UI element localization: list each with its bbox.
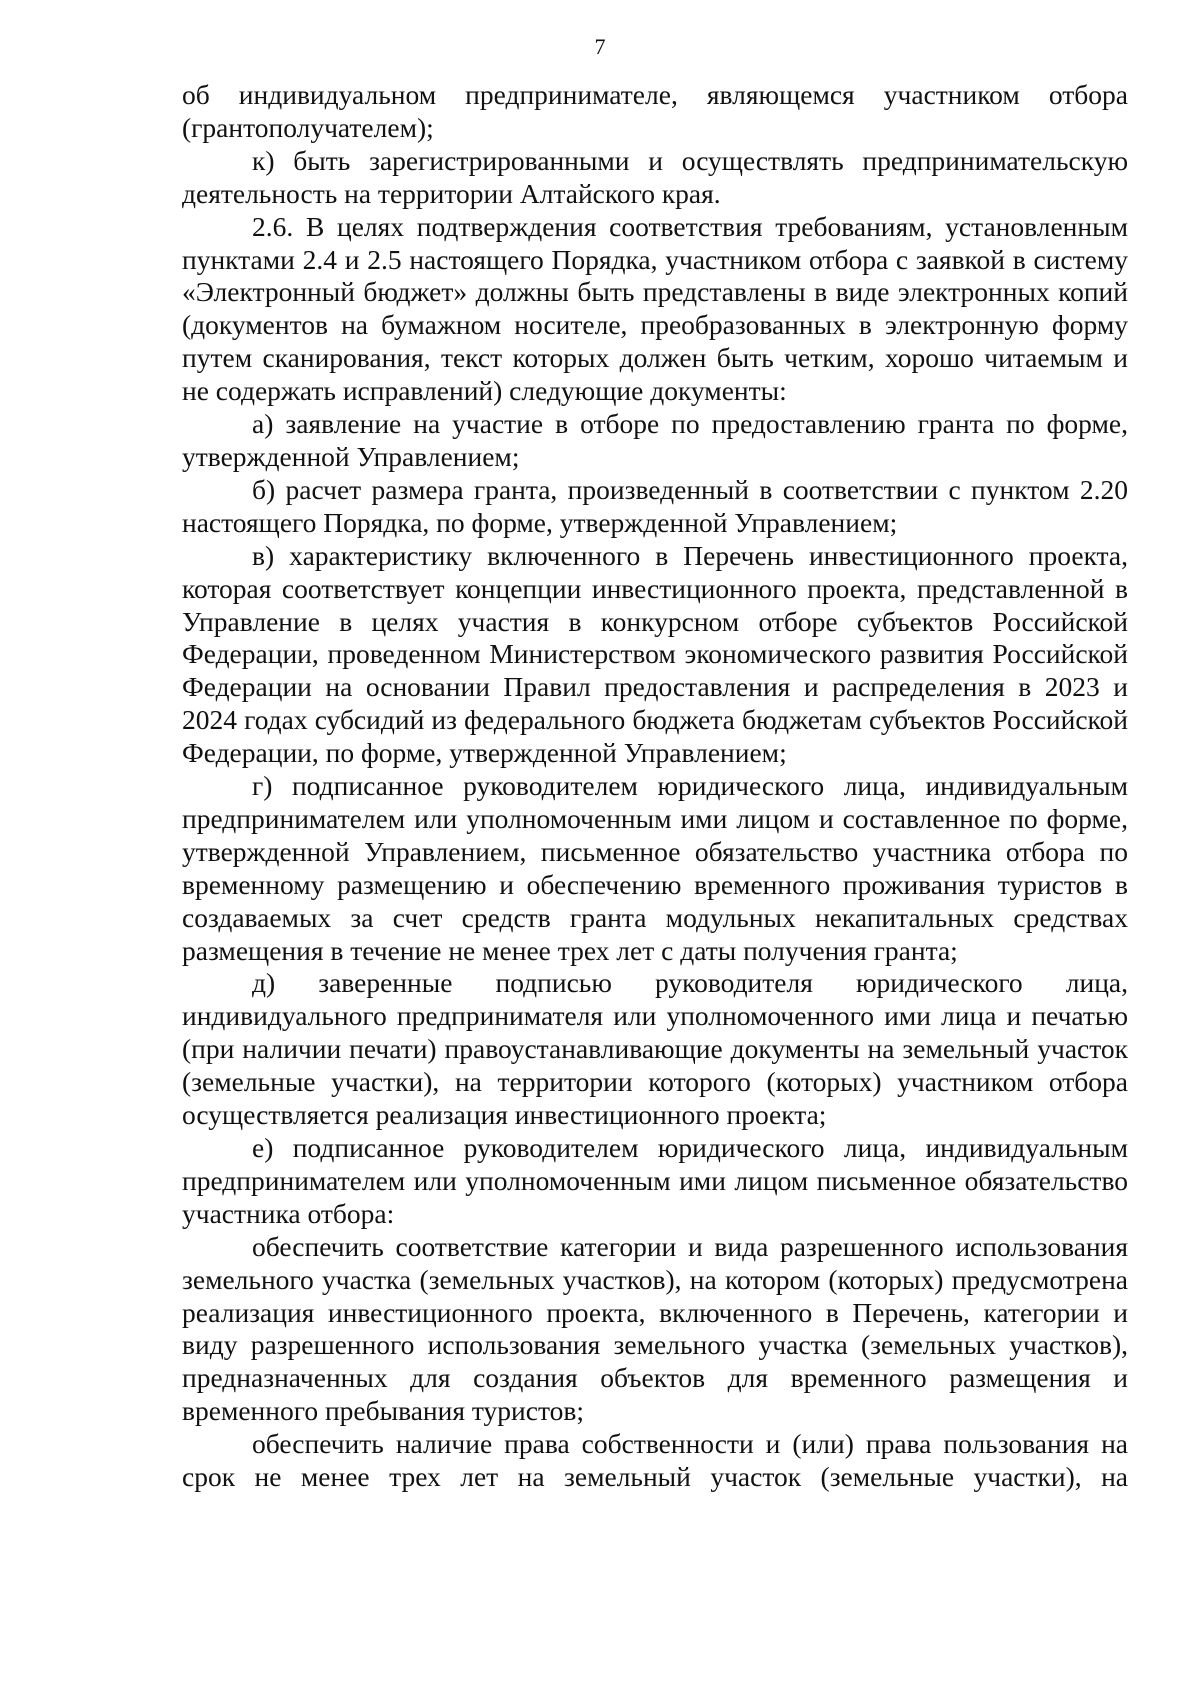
paragraph-e: е) подписанное руководителем юридического лица, индивидуальным предпринимателем или уполномоченным ими лицом письменное обязательство участника отбора:	[182, 1132, 1128, 1229]
paragraph-e-item-1: обеспечить соответствие категории и вида разрешенного использования земельного участка (земельных участков), на котором (которых) предусмотрена реализация инвестиционного проекта, включенного в Перечень, категории и виду разрешенного использования земельного участка (земельных участков), предназначенных для создания объектов для временного размещения и временного пребывания туристов;	[182, 1230, 1128, 1427]
page-number: 7	[594, 34, 606, 59]
paragraph-a: а) заявление на участие в отборе по предоставлению гранта по форме, утвержденной Управлением;	[182, 408, 1128, 472]
paragraph-g: г) подписанное руководителем юридического лица, индивидуальным предпринимателем или уполномоченным ими лицом и составленное по форме, утвержденной Управлением, письменное обязательство участника отбора по временному размещению и обеспечению временного проживания туристов в создаваемых за счет средств гранта модульных некапитальных средствах размещения в течение не менее трех лет с даты получения гранта;	[182, 770, 1128, 966]
paragraph-2-6: 2.6. В целях подтверждения соответствия требованиям, установленным пунктами 2.4 и 2.5 настоящего Порядка, участником отбора с заявкой в систему «Электронный бюджет» должны быть представлены в виде электронных копий (документов на бумажном носителе, преобразованных в электронную форму путем сканирования, текст которых должен быть четким, хорошо читаемым и не содержать исправлений) следующие документы:	[182, 210, 1128, 407]
paragraph-k: к) быть зарегистрированными и осуществлять предпринимательскую деятельность на территории Алтайского края.	[182, 144, 1128, 209]
paragraph-b: б) расчет размера гранта, произведенный в соответствии с пунктом 2.20 настоящего Порядка, по форме, утвержденной Управлением;	[182, 473, 1128, 538]
paragraph-e-item-2: обеспечить наличие права собственности и (или) права пользования на срок не менее трех лет на земельный участок (земельные участки), на	[182, 1428, 1128, 1493]
document-body	[182, 79, 1128, 1494]
paragraph-1: об индивидуальном предпринимателе, являющемся участником отбора (грантополучателем);	[182, 79, 1128, 143]
paragraph-d: д) заверенные подписью руководителя юридического лица, индивидуального предпринимателя или уполномоченного ими лица и печатью (при наличии печати) правоустанавливающие документы на земельный участок (земельные участки), на территории которого (которых) участником отбора осуществляется реализация инвестиционного проекта;	[182, 967, 1128, 1131]
paragraph-v: в) характеристику включенного в Перечень инвестиционного проекта, которая соответствует концепции инвестиционного проекта, представленной в Управление в целях участия в конкурсном отборе субъектов Российской Федерации, проведенном Министерством экономического развития Российской Федерации на основании Правил предоставления и распределения в 2023 и 2024 годах субсидий из федерального бюджета бюджетам субъектов Российской Федерации, по форме, утвержденной Управлением;	[182, 539, 1128, 769]
